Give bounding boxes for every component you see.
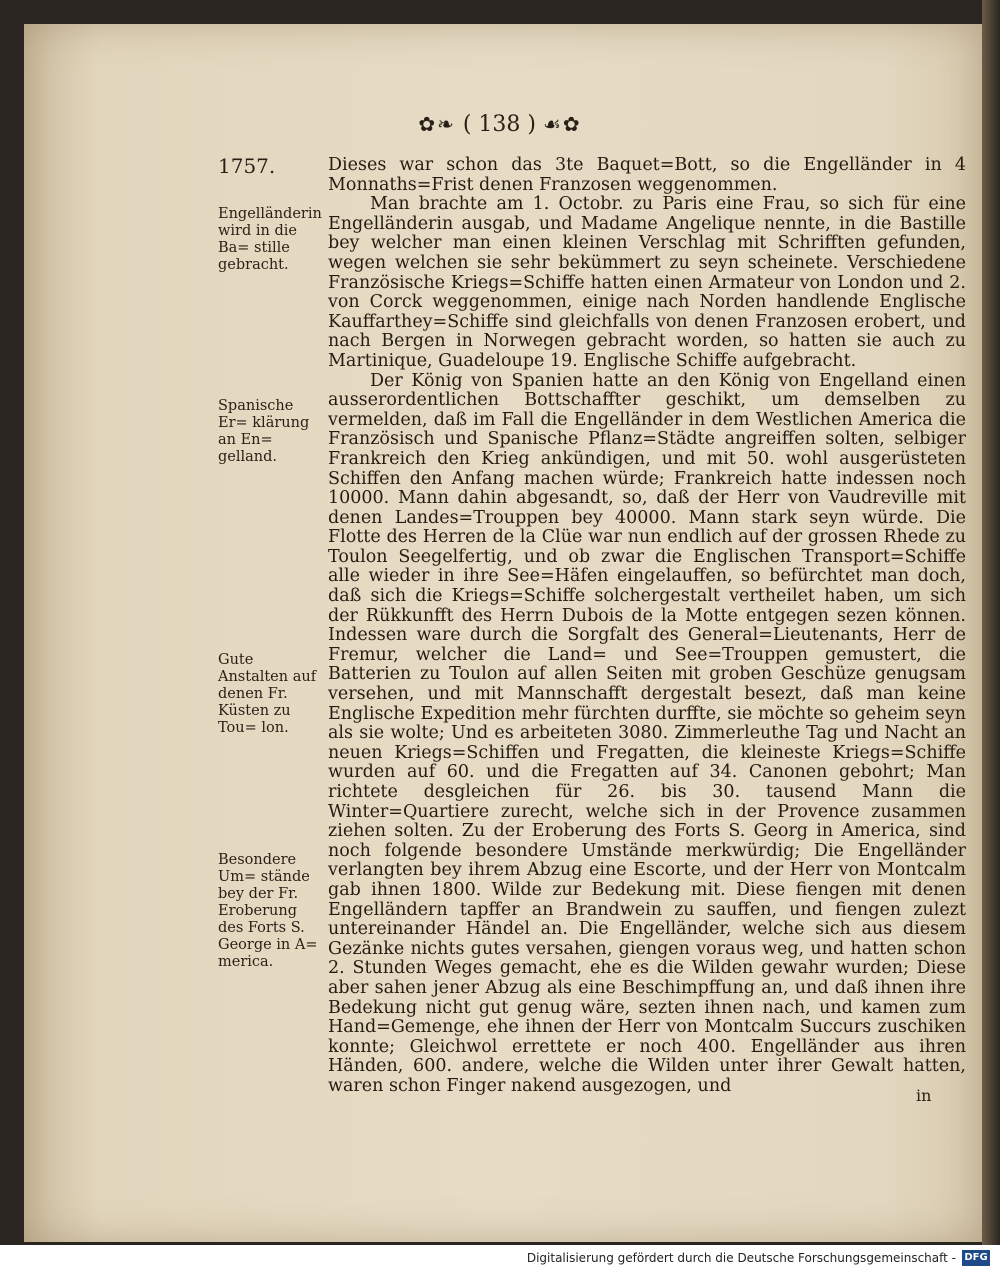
- paragraph-2: Man brachte am 1. Octobr. zu Paris eine Frau, so sich für eine Engelländerin ausgab, und Madame Angelique nennte, in die Bastille bey welcher man einen kleinen Verschlag mit Schrifften gefunden, wegen welchen sie sehr bekümmert zu seyn scheinete. Verschiedene Französische Kriegs=Schiffe hatten einen Armateur von London und 2. von Corck weggenommen, einige nach Norden handlende Englische Kauffarthey=Schiffe sind gleichfalls von denen Franzosen erobert, und nach Bergen in Norwegen gebracht worden, so hatten sie auch zu Martinique, Guadeloupe 19. Englische Schiffe aufgebracht.: [328, 194, 966, 371]
- year-marker: 1757.: [218, 154, 276, 178]
- ornament-left: ✿❧: [418, 112, 456, 136]
- dfg-logo: DFG: [962, 1250, 990, 1266]
- ornament-right: ☙✿: [542, 112, 582, 136]
- margin-note-fort-george: Besondere Um= stände bey der Fr. Eroberung des Forts S. George in A= merica.: [218, 852, 318, 970]
- margin-note-spain: Spanische Er= klärung an En= gelland.: [218, 398, 310, 465]
- main-text: [328, 156, 966, 1097]
- page-number: ( 138 ): [462, 112, 536, 137]
- paragraph-3: Der König von Spanien hatte an den König von Engelland einen ausserordentlichen Bottschaffter geschikt, um demselben zu vermelden, daß im Fall die Engelländer in dem Westlichen America die Französisch und Spanische Pflanz=Städte angreiffen solten, selbiger Frankreich den Krieg ankündigen, und mit 50. wohl ausgerüsteten Schiffen den Anfang machen würde; Frankreich hatte indessen noch 10000. Mann dahin abgesandt, so, daß der Herr von Vaudreville mit denen Landes=Trouppen bey 40000. Mann stark seyn würde. Die Flotte des Herren de la Clüe war nun endlich auf der grossen Rhede zu Toulon Seegelfertig, und ob zwar die Englischen Transport=Schiffe alle wieder in ihre See=Häfen eingelauffen, so befürchtet man doch, daß sich die Kriegs=Schiffe solchergestalt vertheilet haben, um sich der Rükkunfft des Herrn Dubois de la Motte entgegen sezen können. Indessen ware durch die Sorgfalt des General=Lieutenants, Herr de Fremur, welcher die Land= und See=Trouppen gemustert, die Batterien zu Toulon auf allen Seiten mit groben Geschüze genugsam versehen, und mit Mannschafft dergestalt besezt, daß man keine Englische Expedition mehr fürchten durffte, sie möchte so geheim seyn als sie wolte; Und es arbeiteten 3080. Zimmerleuthe Tag und Nacht an neuen Kriegs=Schiffen und Fregatten, die kleineste Kriegs=Schiffe wurden auf 60. und die Fregatten auf 34. Canonen gebohrt; Man richtete desgleichen für 26. bis 30. tausend Mann die Winter=Quartiere zurecht, welche sich in der Provence zusammen ziehen solten. Zu der Eroberung des Forts S. Georg in America, sind noch folgende besondere Umstände merkwürdig; Die Engelländer verlangten bey ihrem Abzug eine Escorte, und der Herr von Montcalm gab ihnen 1800. Wilde zur Bedekung mit. Diese fiengen mit denen Engelländern tapffer an Brandwein zu sauffen, und fiengen zulezt untereinander Händel an. Die Engelländer, welche sich aus diesem Gezänke nichts gutes versahen, giengen voraus weg, und hatten schon 2. Stunden Weges gemacht, ehe es die Wilden gewahr wurden; Diese aber sahen jener Abzug als eine Beschimpffung an, und daß ihnen ihre Bedekung nicht gut genug wäre, sezten ihnen nach, und kamen zum Hand=Gemenge, ehe ihnen der Herr von Montcalm Succurs zuschiken konnte; Gleichwol errettete er noch 400. Engelländer aus ihren Händen, 600. andere, welche die Wilden unter ihrer Gewalt hatten, waren schon Finger nakend ausgezogen, und: [328, 370, 966, 1096]
- footer-bar: [0, 1247, 1000, 1271]
- catchword: in: [916, 1086, 932, 1105]
- paragraph-1: Dieses war schon das 3te Baquet=Bott, so die Engelländer in 4 Monnaths=Frist denen Franzosen weggenommen.: [328, 155, 966, 195]
- page-header: [0, 112, 1000, 137]
- margin-note-toulon: Gute Anstalten auf denen Fr. Küsten zu Tou= lon.: [218, 652, 317, 736]
- margin-note-bastille: Engelländerin wird in die Ba= stille gebracht.: [218, 206, 322, 273]
- book-spine-edge: [982, 0, 1000, 1245]
- footer-credit: Digitalisierung gefördert durch die Deutsche Forschungsgemeinschaft -: [526, 1251, 956, 1265]
